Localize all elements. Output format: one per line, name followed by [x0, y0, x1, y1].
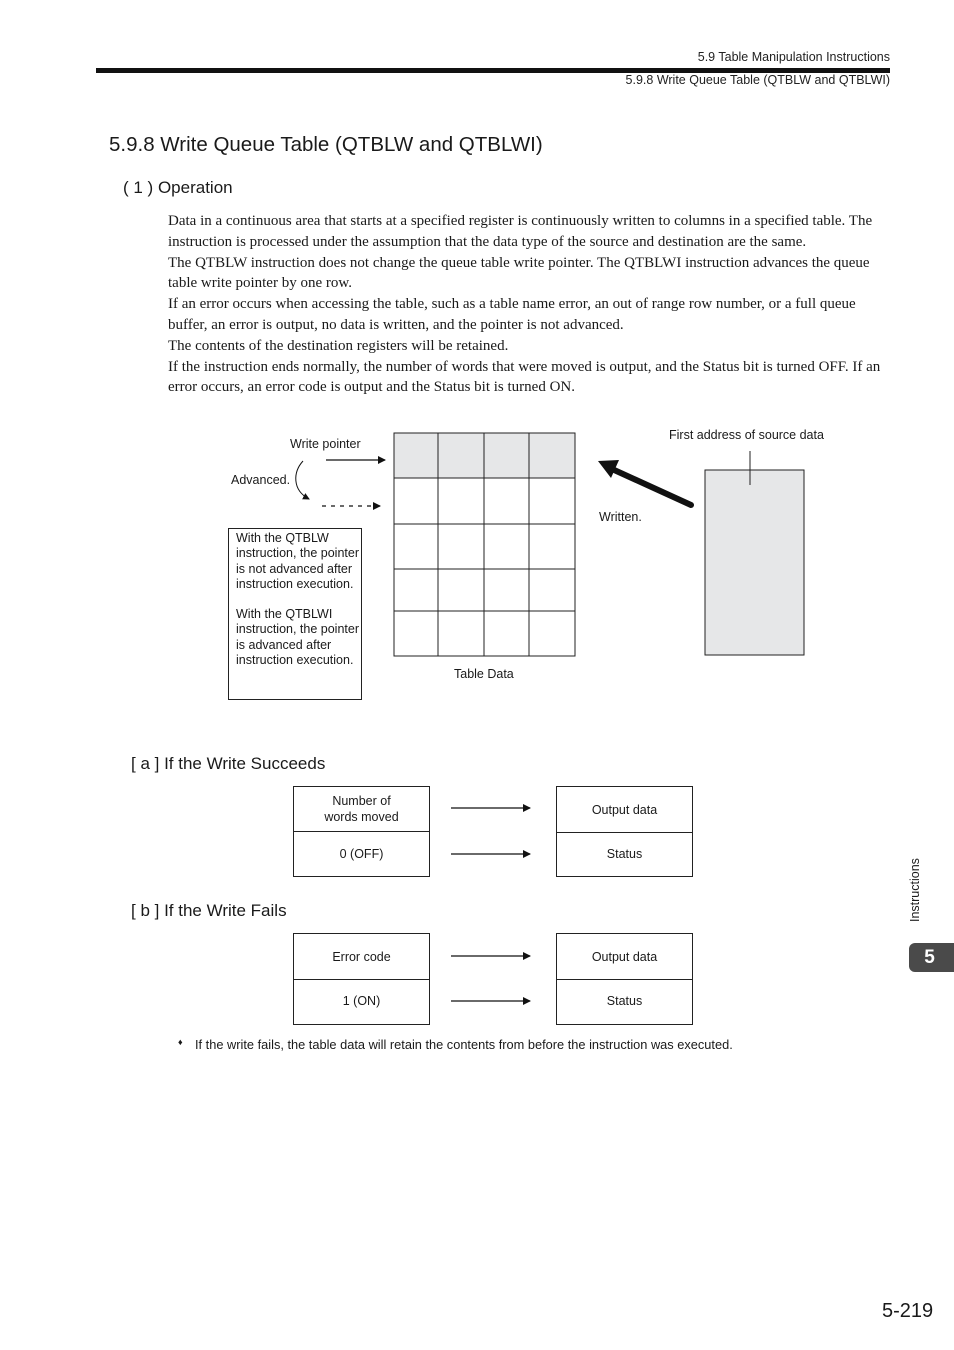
written-arrow	[598, 460, 691, 505]
success-destination-box	[556, 786, 693, 877]
paragraph: If the instruction ends normally, the number of words that were moved is output, and the Status bit is turned OFF. If an error occurs, an error code is output and the Status bit is turned ON.	[168, 358, 881, 396]
operation-heading: ( 1 ) Operation	[123, 178, 233, 197]
table-data-label: Table Data	[454, 667, 514, 681]
page-number: 5-219	[882, 1300, 934, 1322]
header-section: 5.9 Table Manipulation Instructions	[697, 50, 890, 64]
source-address-label: First address of source data	[669, 428, 824, 442]
written-label: Written.	[599, 510, 642, 524]
output-data-cell: Output data	[557, 787, 692, 833]
status-off-cell: 0 (OFF)	[339, 847, 384, 861]
success-source-box	[293, 786, 430, 877]
failure-destination-box	[556, 933, 693, 1025]
paragraph: The contents of the destination registers will be retained.	[168, 337, 509, 354]
error-code-cell: Error code	[294, 934, 429, 980]
words-moved-cell: Number of words moved	[294, 787, 429, 832]
header-subsection: 5.9.8 Write Queue Table (QTBLW and QTBLWI)	[625, 73, 890, 87]
paragraph: Data in a continuous area that starts at a specified register is continuously written to columns in a specified table. The instruction is processed under the assumption that the data type of the source and destination are the same.	[168, 213, 873, 250]
qtblwi-note: With the QTBLWI instruction, the pointer is advanced after instruction execution.	[236, 607, 359, 668]
failure-note: If the write fails, the table data will retain the contents from before the instruction was executed.	[195, 1037, 733, 1052]
failure-heading: [ b ] If the Write Fails	[131, 901, 287, 920]
bullet-icon: ♦	[178, 1037, 183, 1047]
chapter-tab: 5	[909, 943, 954, 972]
table-data-grid	[394, 433, 575, 656]
qtblw-note: With the QTBLW instruction, the pointer is not advanced after instruction execution.	[236, 531, 359, 591]
page-title: 5.9.8 Write Queue Table (QTBLW and QTBLWI)	[109, 133, 543, 156]
output-data-cell: Output data	[557, 934, 692, 980]
failure-source-box	[293, 933, 430, 1025]
source-data-block	[705, 470, 804, 655]
pointer-note-box	[228, 528, 362, 700]
paragraph: The QTBLW instruction does not change the queue table write pointer. The QTBLWI instruction advances the queue table write pointer by one row.	[168, 254, 870, 292]
status-cell: Status	[606, 847, 643, 861]
status-on-cell: 1 (ON)	[342, 994, 381, 1008]
chapter-side-label: Instructions	[908, 858, 922, 922]
advance-curve-arrow	[296, 461, 309, 499]
success-heading: [ a ] If the Write Succeeds	[131, 754, 326, 773]
advanced-label: Advanced.	[231, 473, 291, 487]
write-pointer-label: Write pointer	[290, 437, 361, 451]
status-cell: Status	[606, 994, 643, 1008]
paragraph: If an error occurs when accessing the table, such as a table name error, an out of range row number, or a full queue buffer, an error is output, no data is written, and the pointer is not advanced.	[168, 296, 856, 333]
